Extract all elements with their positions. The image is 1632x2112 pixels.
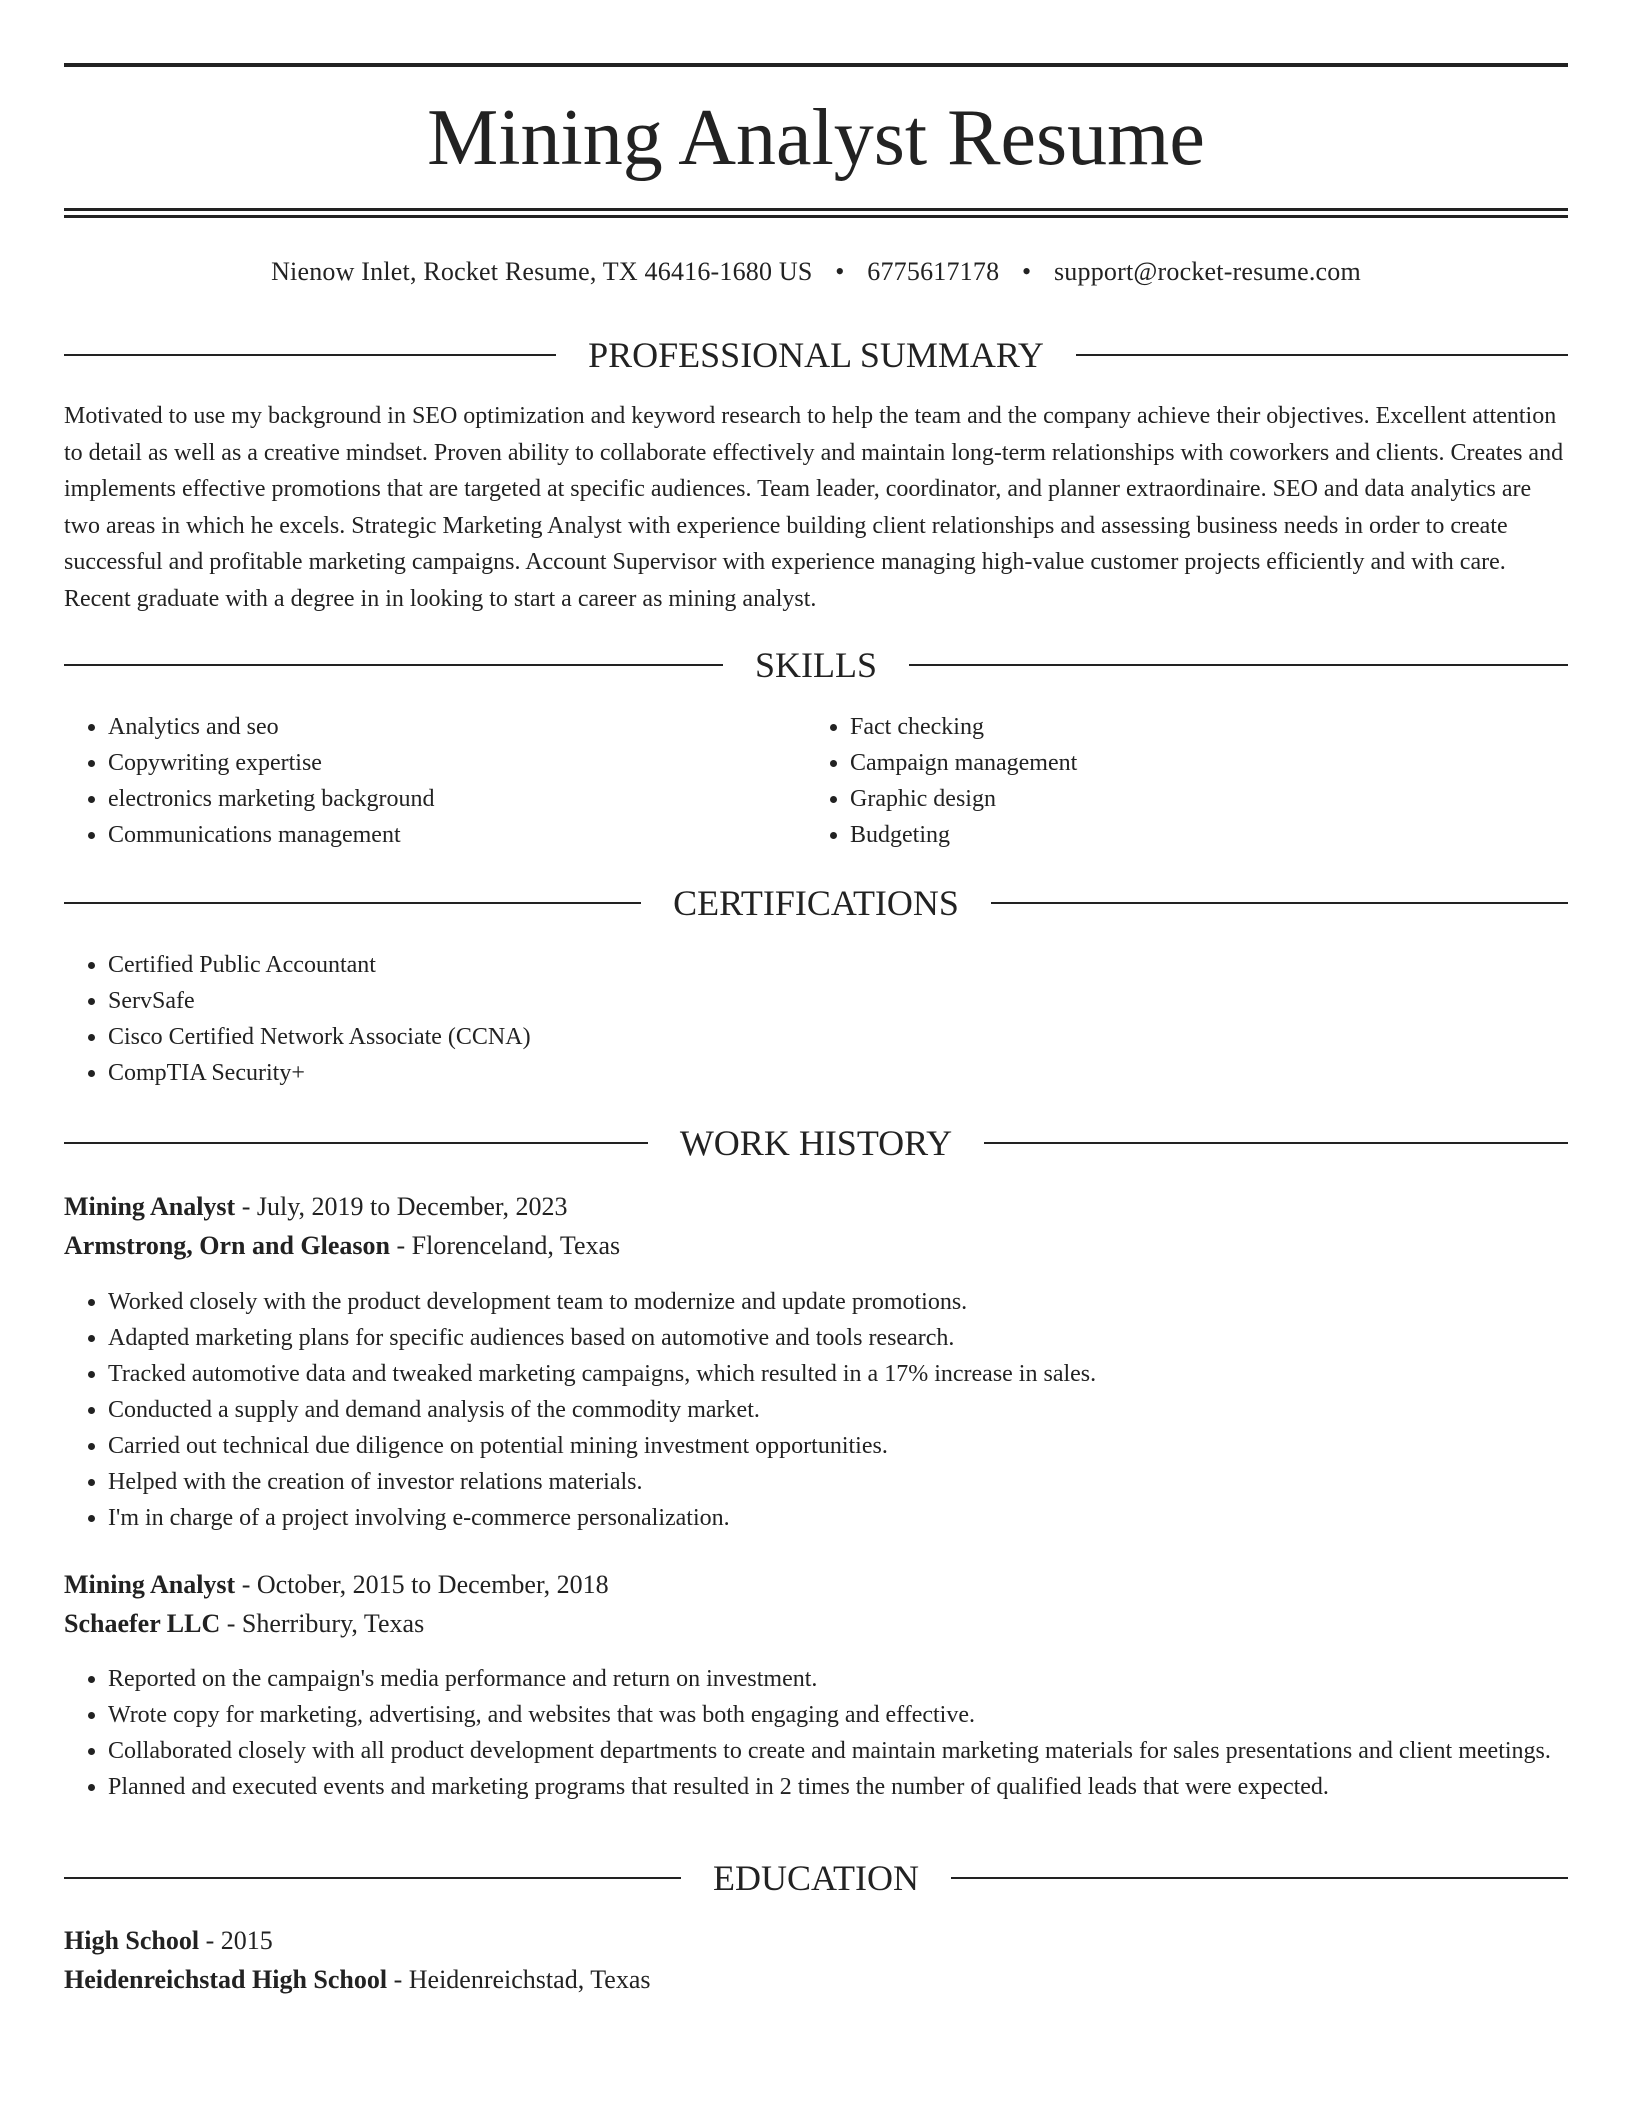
- job-location: - Florenceland, Texas: [390, 1231, 621, 1260]
- summary-paragraph: Motivated to use my background in SEO optimization and keyword research to help the team and the company achieve their objectives. Excellent attention to detail as well as a creative mindset. Proven ability to collaborate effectively and maintain long-term relationships with coworkers and clients. Creates and implements effective promotions that are targeted at specific audiences. Team leader, coordinator, and planner extraordinaire. SEO and data analytics are two areas in which he excels. Strategic Marketing Analyst with experience building client relationships and assessing business needs in order to create successful and profitable marketing campaigns. Account Supervisor with experience managing high-value customer projects efficiently and with care. Recent graduate with a degree in in looking to start a career as mining analyst.: [64, 403, 1564, 612]
- list-item: • I'm in charge of a project involving e-commerce personalization.: [108, 1500, 1612, 1536]
- job-dates: - July, 2019 to December, 2023: [235, 1192, 568, 1221]
- list-item: • Cisco Certified Network Associate (CCNA): [108, 1019, 1508, 1055]
- list-item: • Fact checking: [850, 709, 1530, 745]
- contact-email: support@rocket-resume.com: [1053, 257, 1361, 286]
- job-company-line: [64, 1605, 424, 1643]
- list-item: • Copywriting expertise: [108, 745, 788, 781]
- list-item: • Graphic design: [850, 781, 1530, 817]
- divider: [991, 902, 1568, 904]
- section-header-education: [64, 1856, 1568, 1900]
- list-item: • Collaborated closely with all product development departments to create and maintain marketing materials for sales presentations and client meetings.: [108, 1733, 1612, 1769]
- divider: [64, 1877, 681, 1879]
- education-school: Heidenreichstad High School: [64, 1965, 388, 1994]
- page-title: Mining Analyst Resume: [427, 94, 1205, 182]
- contact-separator: •: [1021, 257, 1032, 286]
- job-location: - Sherribury, Texas: [220, 1609, 425, 1638]
- contact-line: [64, 254, 1568, 290]
- section-header-skills: [64, 643, 1568, 687]
- section-header-summary: [64, 333, 1568, 377]
- list-item: • Carried out technical due diligence on potential mining investment opportunities.: [108, 1428, 1612, 1464]
- job-bullets: [64, 1284, 1612, 1536]
- list-item: • Budgeting: [850, 817, 1530, 853]
- list-item: • Communications management: [108, 817, 788, 853]
- divider: [909, 664, 1568, 666]
- contact-separator: •: [835, 257, 845, 286]
- education-location: - Heidenreichstad, Texas: [387, 1965, 651, 1994]
- list-item: • Helped with the creation of investor relations materials.: [108, 1464, 1612, 1500]
- divider: [984, 1142, 1568, 1144]
- list-item: • Worked closely with the product development team to modernize and update promotions.: [108, 1284, 1612, 1320]
- list-item: • Tracked automotive data and tweaked marketing campaigns, which resulted in a 17% increase in sales.: [108, 1356, 1612, 1392]
- list-item: • Planned and executed events and marketing programs that resulted in 2 times the number of qualified leads that were expected.: [108, 1769, 1612, 1805]
- contact-address: Nienow Inlet, Rocket Resume, TX 46416-1680 US: [271, 257, 813, 286]
- divider: [64, 902, 641, 904]
- divider: [64, 354, 556, 356]
- job-title: Mining Analyst: [64, 1192, 236, 1221]
- title-rule-lower: [64, 215, 1568, 218]
- section-title: PROFESSIONAL SUMMARY: [588, 335, 1044, 375]
- title-rule-upper: [64, 208, 1568, 211]
- list-item: • Certified Public Accountant: [108, 947, 1508, 983]
- top-rule: [64, 63, 1568, 67]
- list-item: • electronics marketing background: [108, 781, 788, 817]
- section-header-work: [64, 1121, 1568, 1165]
- list-item: • ServSafe: [108, 983, 1508, 1019]
- section-title: SKILLS: [755, 645, 878, 685]
- divider: [1076, 354, 1568, 356]
- list-item: • Analytics and seo: [108, 709, 788, 745]
- list-item: • Reported on the campaign's media performance and return on investment.: [108, 1661, 1612, 1697]
- education-school-line: [64, 1961, 651, 1999]
- education-degree-line: [64, 1922, 273, 1960]
- contact-phone: 6775617178: [867, 257, 1000, 286]
- section-header-certifications: [64, 881, 1568, 925]
- skills-list-right: [806, 709, 1530, 853]
- divider: [64, 664, 723, 666]
- job-company: Armstrong, Orn and Gleason: [64, 1231, 390, 1260]
- section-title: EDUCATION: [713, 1858, 919, 1898]
- job-company-line: [64, 1227, 620, 1265]
- list-item: • Campaign management: [850, 745, 1530, 781]
- job-bullets: [64, 1661, 1612, 1805]
- list-item: • Wrote copy for marketing, advertising, and websites that was both engaging and effective.: [108, 1697, 1612, 1733]
- education-degree: High School: [64, 1926, 200, 1955]
- section-title: CERTIFICATIONS: [673, 883, 959, 923]
- job-dates: - October, 2015 to December, 2018: [235, 1570, 609, 1599]
- section-title: WORK HISTORY: [679, 1123, 953, 1163]
- job-title-line: [64, 1566, 609, 1604]
- skills-list-left: [64, 709, 788, 853]
- list-item: • Adapted marketing plans for specific audiences based on automotive and tools research.: [108, 1320, 1612, 1356]
- divider: [951, 1877, 1568, 1879]
- divider: [64, 1142, 648, 1144]
- job-company: Schaefer LLC: [64, 1609, 221, 1638]
- list-item: • Conducted a supply and demand analysis of the commodity market.: [108, 1392, 1612, 1428]
- certifications-list: [64, 947, 1508, 1091]
- education-year: - 2015: [199, 1926, 273, 1955]
- job-title: Mining Analyst: [64, 1570, 236, 1599]
- job-title-line: [64, 1188, 568, 1226]
- list-item: • CompTIA Security+: [108, 1055, 1508, 1091]
